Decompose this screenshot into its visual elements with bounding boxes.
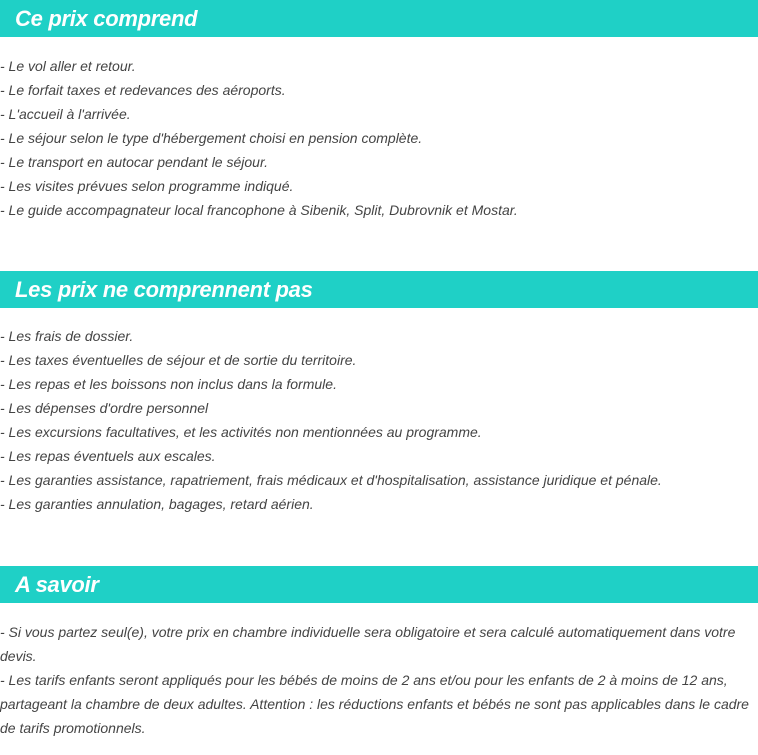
info-paragraph: - Les tarifs enfants seront appliqués pour les bébés de moins de 2 ans et/ou pour les enfants de 2 à moins de 12 ans, partageant la chambre de deux adultes. Attention : les réductions enfants et bébés ne sont pas applicables dans le cadre de tarifs promotionnels. bbox=[0, 672, 749, 736]
list-item: - Les taxes éventuelles de séjour et de sortie du territoire. bbox=[0, 352, 357, 368]
info-paragraphs bbox=[0, 620, 758, 740]
list-item: - Le séjour selon le type d'hébergement choisi en pension complète. bbox=[0, 130, 423, 146]
section-price-excludes bbox=[0, 271, 758, 516]
info-paragraph: - Si vous partez seul(e), votre prix en chambre individuelle sera obligatoire et sera calculé automatiquement dans votre devis. bbox=[0, 624, 736, 664]
section-header: A savoir bbox=[0, 566, 758, 603]
section-header: Ce prix comprend bbox=[0, 0, 758, 37]
section-header: Les prix ne comprennent pas bbox=[0, 271, 758, 308]
list-item: - L'accueil à l'arrivée. bbox=[0, 106, 131, 122]
list-item: - Les garanties annulation, bagages, retard aérien. bbox=[0, 496, 314, 512]
list-item: - Les repas et les boissons non inclus dans la formule. bbox=[0, 376, 337, 392]
list-item: - Le transport en autocar pendant le séjour. bbox=[0, 154, 268, 170]
list-item: - Les excursions facultatives, et les activités non mentionnées au programme. bbox=[0, 424, 482, 440]
section-good-to-know bbox=[0, 566, 758, 740]
included-list bbox=[0, 54, 758, 222]
list-item: - Le forfait taxes et redevances des aéroports. bbox=[0, 82, 286, 98]
list-item: - Les repas éventuels aux escales. bbox=[0, 448, 216, 464]
list-item: - Les visites prévues selon programme indiqué. bbox=[0, 178, 294, 194]
list-item: - Le vol aller et retour. bbox=[0, 58, 136, 74]
list-item: - Les dépenses d'ordre personnel bbox=[0, 400, 209, 416]
list-item: - Les frais de dossier. bbox=[0, 328, 134, 344]
list-item: - Les garanties assistance, rapatriement, frais médicaux et d'hospitalisation, assistance juridique et pénale. bbox=[0, 472, 662, 488]
excluded-list bbox=[0, 324, 758, 516]
section-price-includes bbox=[0, 0, 758, 222]
list-item: - Le guide accompagnateur local francophone à Sibenik, Split, Dubrovnik et Mostar. bbox=[0, 202, 518, 218]
